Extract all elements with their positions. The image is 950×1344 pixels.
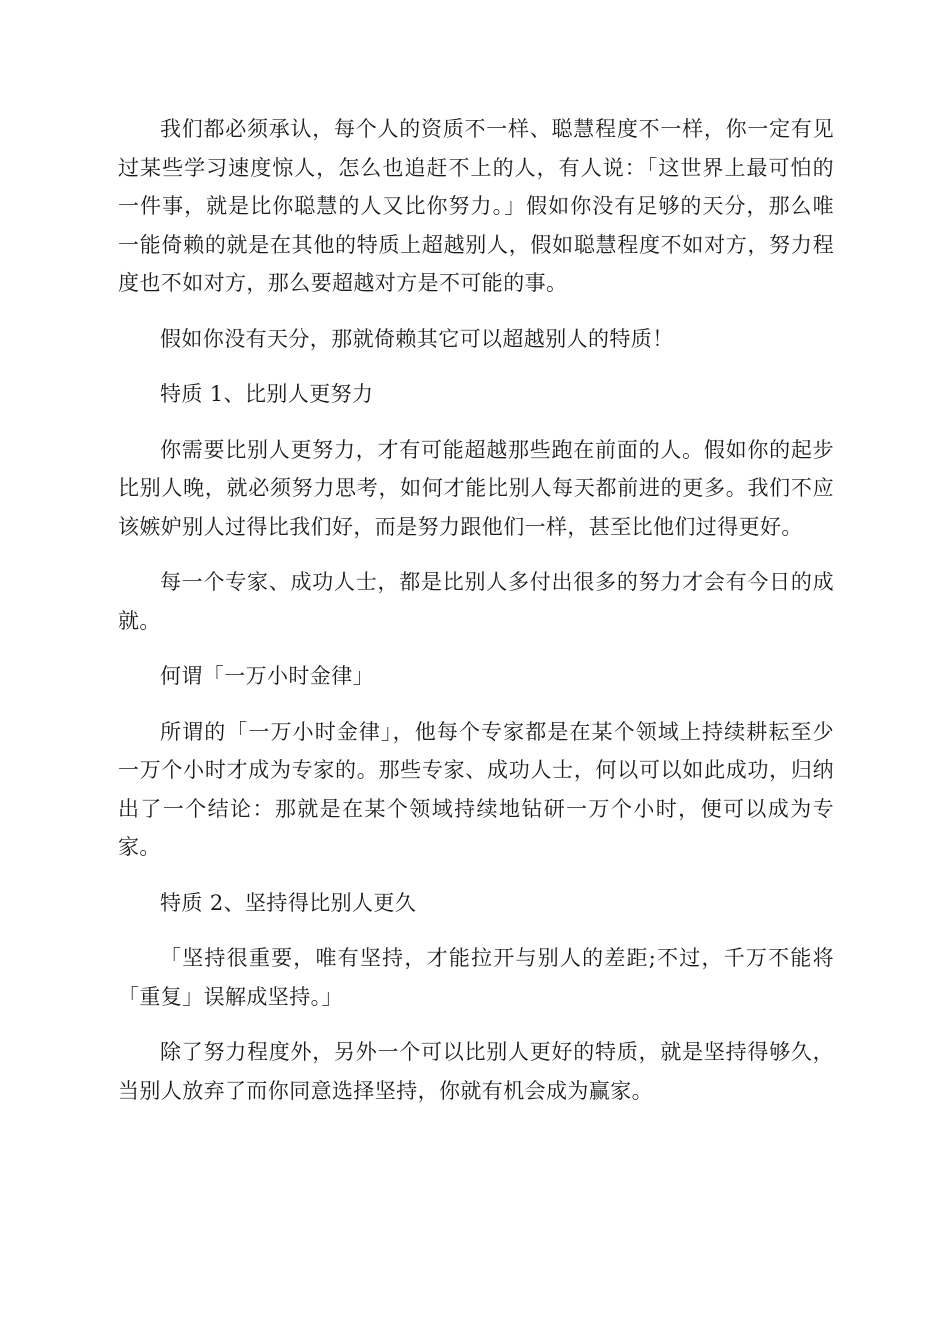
paragraph-quote-persistence: 「坚持很重要，唯有坚持，才能拉开与别人的差距;不过，千万不能将「重复」误解成坚持。」 xyxy=(118,946,834,1009)
paragraph-intro: 我们都必须承认，每个人的资质不一样、聪慧程度不一样，你一定有见过某些学习速度惊人，怎么也追赶不上的人，有人说：「这世界上最可怕的一件事，就是比你聪慧的人又比你努力。」假如你没有足够的天分，那么唯一能倚赖的就是在其他的特质上超越别人，假如聪慧程度不如对方，努力程度也不如对方，那么要超越对方是不可能的事。 xyxy=(118,117,834,295)
paragraph-persistence: 除了努力程度外，另外一个可以比别人更好的特质，就是坚持得够久，当别人放弃了而你同意选择坚持，你就有机会成为赢家。 xyxy=(118,1040,834,1103)
paragraph-no-talent: 假如你没有天分，那就倚赖其它可以超越别人的特质！ xyxy=(160,326,674,351)
paragraph-experts-effort: 每一个专家、成功人士，都是比别人多付出很多的努力才会有今日的成就。 xyxy=(118,570,834,633)
paragraph-ten-thousand-hours: 所谓的「一万小时金律」，他每个专家都是在某个领域上持续耕耘至少一万个小时才成为专家的。那些专家、成功人士，何以可以如此成功，归纳出了一个结论：那就是在某个领域持续地钻研一万个小时，便可以成为专家。 xyxy=(118,719,834,859)
heading-trait-2: 特质 2、坚持得比别人更久 xyxy=(160,890,417,915)
heading-ten-thousand-hours: 何谓「一万小时金律」 xyxy=(160,664,374,688)
document-body xyxy=(118,110,834,1127)
heading-trait-1: 特质 1、比别人更努力 xyxy=(160,382,374,406)
paragraph-work-harder: 你需要比别人更努力，才有可能超越那些跑在前面的人。假如你的起步比别人晚，就必须努力思考，如何才能比别人每天都前进的更多。我们不应该嫉妒别人过得比我们好，而是努力跟他们一样，甚至比他们过得更好。 xyxy=(118,437,834,539)
